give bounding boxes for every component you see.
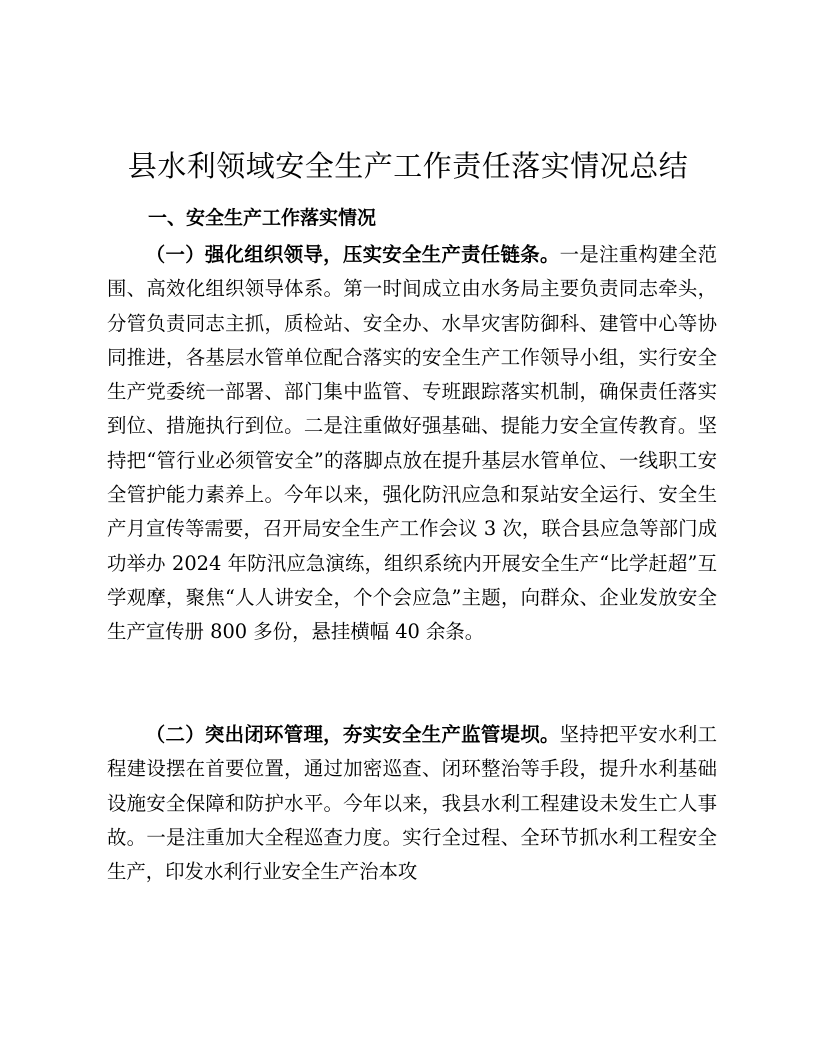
- paragraph: [107, 718, 717, 889]
- paragraph-body: 坚持把平安水利工程建设摆在首要位置，通过加密巡查、闭环整治等手段，提升水利基础设施安全保障和防护水平。今年以来，我县水利工程建设未发生亡人事故。一是注重加大全程巡查力度。实行全过程、全环节抓水利工程安全生产，印发水利行业安全生产治本攻: [107, 723, 717, 884]
- paragraph-body: 一是注重构建全范围、高效化组织领导体系。第一时间成立由水务局主要负责同志牵头，分管负责同志主抓，质检站、安全办、水旱灾害防御科、建管中心等协同推进，各基层水管单位配合落实的安全生产工作领导小组，实行安全生产党委统一部署、部门集中监管、专班跟踪落实机制，确保责任落实到位、措施执行到位。二是注重做好强基础、提能力安全宣传教育。坚持把“管行业必须管安全”的落脚点放在提升基层水管单位、一线职工安全管护能力素养上。今年以来，强化防汛应急和泵站安全运行、安全生产月宣传等需要，召开局安全生产工作会议 3 次，联合县应急等部门成功举办 2024 年防汛应急演练，组织系统内开展安全生产“比学赶超”互学观摩，聚焦“人人讲安全，个个会应急”主题，向群众、企业发放安全生产宣传册 800 多份，悬挂横幅 40 余条。: [107, 243, 717, 644]
- section-heading: 一、安全生产工作落实情况: [148, 207, 377, 229]
- paragraph-subheading: （一）强化组织领导，压实安全生产责任链条。: [145, 243, 560, 266]
- paragraph-subheading: （二）突出闭环管理，夯实安全生产监管堤坝。: [145, 723, 560, 746]
- document-title: 县水利领域安全生产工作责任落实情况总结: [127, 149, 689, 183]
- paragraph: [107, 238, 717, 650]
